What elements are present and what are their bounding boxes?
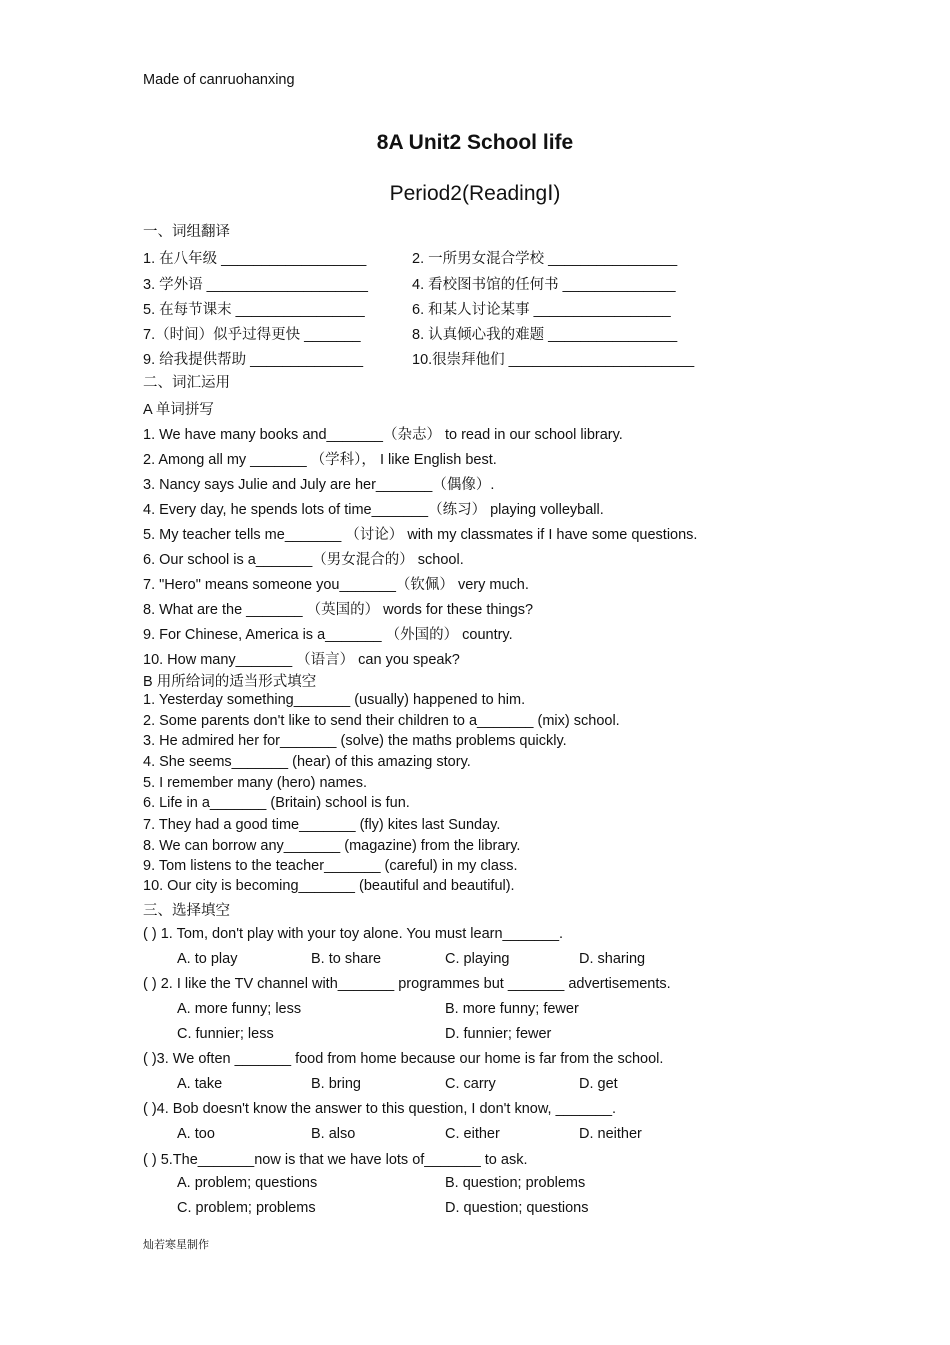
page-footer: 灿若寒星制作 <box>143 1238 209 1251</box>
form-item: 3. He admired her for_______ (solve) the maths problems quickly. <box>143 733 567 749</box>
form-item: 5. I remember many (hero) names. <box>143 775 368 791</box>
option-c: C. funnier; less <box>177 1026 274 1042</box>
question-stem: ( ) 2. I like the TV channel with_______ programmes but _______ advertisements. <box>143 976 671 992</box>
option-d: D. get <box>579 1076 618 1092</box>
option-a: A. more funny; less <box>177 1001 302 1017</box>
spelling-item: 6. Our school is a_______（男女混合的） school. <box>143 552 464 568</box>
option-c: C. carry <box>445 1076 496 1092</box>
option-b: B. to share <box>311 951 382 967</box>
option-d: D. sharing <box>579 951 646 967</box>
spelling-item: 5. My teacher tells me_______ （讨论） with my classmates if I have some questions. <box>143 527 698 543</box>
form-item: 6. Life in a_______ (Britain) school is fun. <box>143 795 410 811</box>
section2-heading: 二、词汇运用 <box>143 375 230 391</box>
phrase-item: 9. 给我提供帮助 ______________ <box>143 352 364 368</box>
form-item: 2. Some parents don't like to send their children to a_______ (mix) school. <box>143 713 620 729</box>
phrase-item: 8. 认真倾心我的难题 ________________ <box>412 327 678 343</box>
option-c: C. playing <box>445 951 510 967</box>
part-a-heading: A 单词拼写 <box>143 402 214 418</box>
option-b: B. also <box>311 1126 356 1142</box>
page-header: Made of canruohanxing <box>143 72 295 88</box>
spelling-item: 10. How many_______ （语言） can you speak? <box>143 652 460 668</box>
spelling-item: 7. "Hero" means someone you_______（钦佩） very much. <box>143 577 529 593</box>
form-item: 1. Yesterday something_______ (usually) happened to him. <box>143 692 526 708</box>
option-d: D. funnier; fewer <box>445 1026 552 1042</box>
spelling-item: 8. What are the _______ （英国的） words for these things? <box>143 602 534 618</box>
form-item: 8. We can borrow any_______ (magazine) from the library. <box>143 838 521 854</box>
form-item: 10. Our city is becoming_______ (beautiful and beautiful). <box>143 878 515 894</box>
question-stem: ( ) 1. Tom, don't play with your toy alone. You must learn_______. <box>143 926 564 942</box>
form-item: 7. They had a good time_______ (fly) kites last Sunday. <box>143 817 501 833</box>
phrase-item: 6. 和某人讨论某事 _________________ <box>412 302 671 318</box>
phrase-item: 3. 学外语 ____________________ <box>143 277 368 293</box>
page-subtitle: Period2(ReadingⅠ) <box>389 182 561 205</box>
phrase-item: 5. 在每节课末 ________________ <box>143 302 365 318</box>
spelling-item: 4. Every day, he spends lots of time_______（练习） playing volleyball. <box>143 502 604 518</box>
question-stem: ( )3. We often _______ food from home because our home is far from the school. <box>143 1051 664 1067</box>
form-item: 9. Tom listens to the teacher_______ (careful) in my class. <box>143 858 518 874</box>
option-b: B. more funny; fewer <box>445 1001 579 1017</box>
spelling-item: 2. Among all my _______ （学科）， I like English best. <box>143 452 497 468</box>
page-title: 8A Unit2 School life <box>376 131 574 154</box>
spelling-item: 3. Nancy says Julie and July are her_______（偶像）. <box>143 477 495 493</box>
section1-heading: 一、词组翻译 <box>143 224 230 240</box>
form-item: 4. She seems_______ (hear) of this amazing story. <box>143 754 471 770</box>
option-a: A. too <box>177 1126 215 1142</box>
option-b: B. question; problems <box>445 1175 586 1191</box>
phrase-item: 10.很崇拜他们 _______________________ <box>412 352 695 368</box>
option-d: D. neither <box>579 1126 642 1142</box>
option-a: A. problem; questions <box>177 1175 318 1191</box>
question-stem: ( ) 5.The_______now is that we have lots of_______ to ask. <box>143 1152 528 1168</box>
phrase-item: 2. 一所男女混合学校 ________________ <box>412 251 678 267</box>
section3-heading: 三、选择填空 <box>143 903 230 919</box>
spelling-item: 1. We have many books and_______（杂志） to read in our school library. <box>143 427 623 443</box>
option-c: C. either <box>445 1126 500 1142</box>
option-d: D. question; questions <box>445 1200 589 1216</box>
option-a: A. take <box>177 1076 223 1092</box>
phrase-item: 7.（时间）似乎过得更快 _______ <box>143 327 361 343</box>
part-b-heading: B 用所给词的适当形式填空 <box>143 674 317 690</box>
option-a: A. to play <box>177 951 238 967</box>
option-c: C. problem; problems <box>177 1200 316 1216</box>
phrase-item: 4. 看校图书馆的任何书 ______________ <box>412 277 676 293</box>
spelling-item: 9. For Chinese, America is a_______ （外国的） country. <box>143 627 513 643</box>
question-stem: ( )4. Bob doesn't know the answer to this question, I don't know, _______. <box>143 1101 617 1117</box>
phrase-item: 1. 在八年级 __________________ <box>143 251 367 267</box>
option-b: B. bring <box>311 1076 361 1092</box>
